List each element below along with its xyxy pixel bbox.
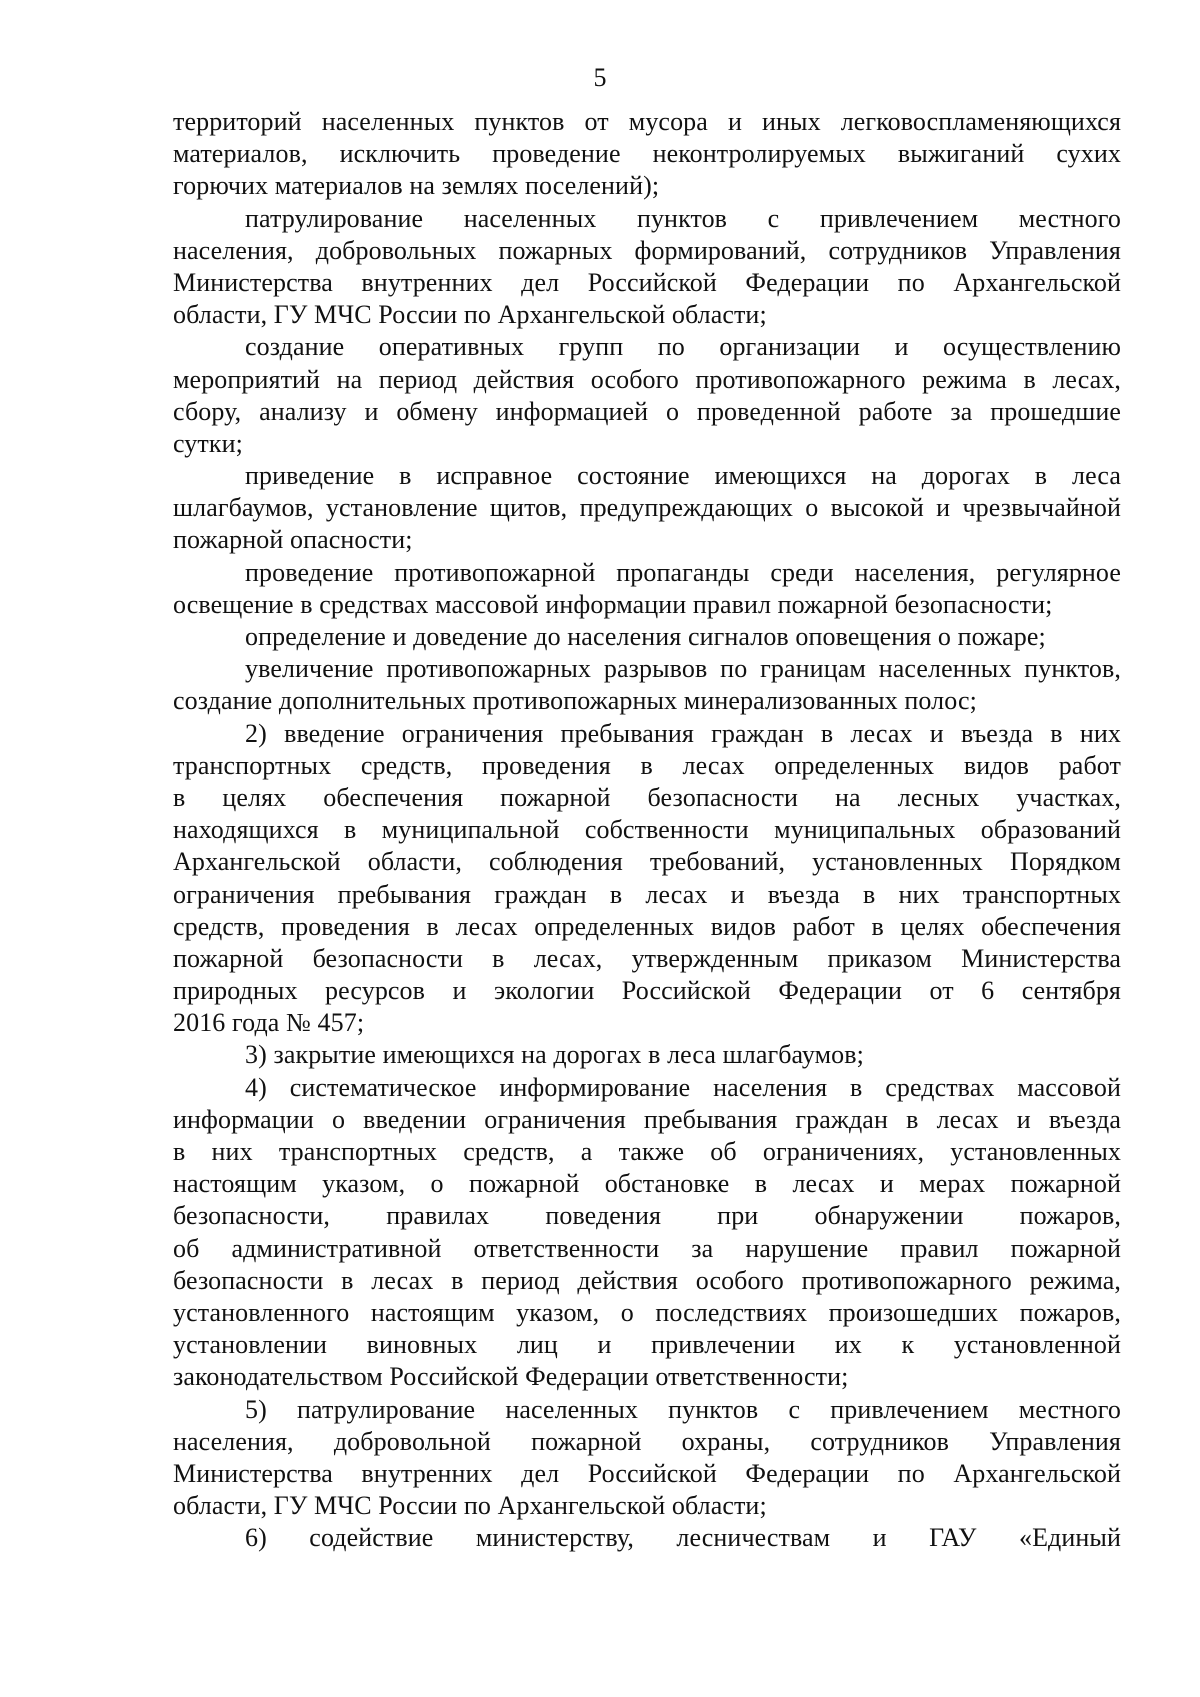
text-line: пожарной безопасности в лесах, утвержденным приказом Министерства xyxy=(173,943,1121,973)
text-line: в них транспортных средств, а также об ограничениях, установленных xyxy=(173,1137,1121,1166)
text-line: сбору, анализу и обмену информацией о проведенной работе за прошедшие xyxy=(173,396,1121,426)
text-line: создание дополнительных противопожарных минерализованных полос; xyxy=(173,686,977,716)
text-line: Министерства внутренних дел Российской Федерации по Архангельской xyxy=(173,1458,1121,1488)
text-line: шлагбаумов, установление щитов, предупреждающих о высокой и чрезвычайной xyxy=(173,493,1121,523)
text-line: безопасности, правилах поведения при обнаружении пожаров, xyxy=(173,1201,1121,1231)
text-line: законодательством Российской Федерации ответственности; xyxy=(173,1362,849,1392)
text-line: транспортных средств, проведения в лесах определенных видов работ xyxy=(173,750,1121,780)
text-line: мероприятий на период действия особого противопожарного режима в лесах, xyxy=(173,364,1121,394)
page-number: 5 xyxy=(593,63,607,92)
document-body xyxy=(173,106,1121,1554)
text-line: настоящим указом, о пожарной обстановке в лесах и мерах пожарной xyxy=(173,1169,1121,1199)
text-line: 3) закрытие имеющихся на дорогах в леса шлагбаумов; xyxy=(245,1040,864,1070)
text-line: области, ГУ МЧС России по Архангельской области; xyxy=(173,300,767,330)
text-line: безопасности в лесах в период действия особого противопожарного режима, xyxy=(173,1265,1121,1295)
text-line: ограничения пребывания граждан в лесах и въезда в них транспортных xyxy=(173,879,1121,909)
text-line: проведение противопожарной пропаганды среди населения, регулярное xyxy=(245,557,1121,587)
text-line: 6) содействие министерству, лесничествам и ГАУ «Единый xyxy=(245,1523,1121,1553)
text-line: материалов, исключить проведение неконтролируемых выжиганий сухих xyxy=(173,139,1121,169)
text-line: в целях обеспечения пожарной безопасности на лесных участках, xyxy=(173,782,1121,812)
text-line: приведение в исправное состояние имеющихся на дорогах в леса xyxy=(245,461,1121,491)
text-line: установлении виновных лиц и привлечении их к установленной xyxy=(173,1330,1121,1360)
text-line: патрулирование населенных пунктов с привлечением местного xyxy=(245,203,1121,233)
text-line: территорий населенных пунктов от мусора и иных легковоспламеняющихся xyxy=(173,107,1121,136)
text-line: пожарной опасности; xyxy=(173,525,413,555)
text-line: 4) систематическое информирование населения в средствах массовой xyxy=(245,1072,1121,1102)
text-line: установленного настоящим указом, о последствиях произошедших пожаров, xyxy=(173,1297,1121,1327)
text-line: определение и доведение до населения сигналов оповещения о пожаре; xyxy=(245,622,1046,651)
text-line: Министерства внутренних дел Российской Федерации по Архангельской xyxy=(173,267,1121,297)
text-line: Архангельской области, соблюдения требований, установленных Порядком xyxy=(173,847,1121,877)
text-line: населения, добровольных пожарных формирований, сотрудников Управления xyxy=(173,235,1121,265)
text-line: сутки; xyxy=(173,428,243,458)
text-line: средств, проведения в лесах определенных видов работ в целях обеспечения xyxy=(173,911,1121,941)
text-line: об административной ответственности за нарушение правил пожарной xyxy=(173,1233,1121,1263)
text-line: горючих материалов на землях поселений); xyxy=(173,171,660,201)
text-line: находящихся в муниципальной собственности муниципальных образований xyxy=(173,815,1121,845)
text-line: области, ГУ МЧС России по Архангельской области; xyxy=(173,1491,767,1521)
text-line: населения, добровольной пожарной охраны, сотрудников Управления xyxy=(173,1426,1121,1456)
text-line: 2016 года № 457; xyxy=(173,1008,365,1038)
text-line: информации о введении ограничения пребывания граждан в лесах и въезда xyxy=(173,1104,1121,1134)
text-line: природных ресурсов и экологии Российской Федерации от 6 сентября xyxy=(173,976,1121,1006)
text-line: увеличение противопожарных разрывов по границам населенных пунктов, xyxy=(245,654,1121,684)
text-line: создание оперативных групп по организации и осуществлению xyxy=(245,332,1121,362)
text-line: 2) введение ограничения пребывания граждан в лесах и въезда в них xyxy=(245,718,1121,748)
text-line: 5) патрулирование населенных пунктов с привлечением местного xyxy=(245,1394,1121,1424)
text-line: освещение в средствах массовой информации правил пожарной безопасности; xyxy=(173,589,1053,619)
